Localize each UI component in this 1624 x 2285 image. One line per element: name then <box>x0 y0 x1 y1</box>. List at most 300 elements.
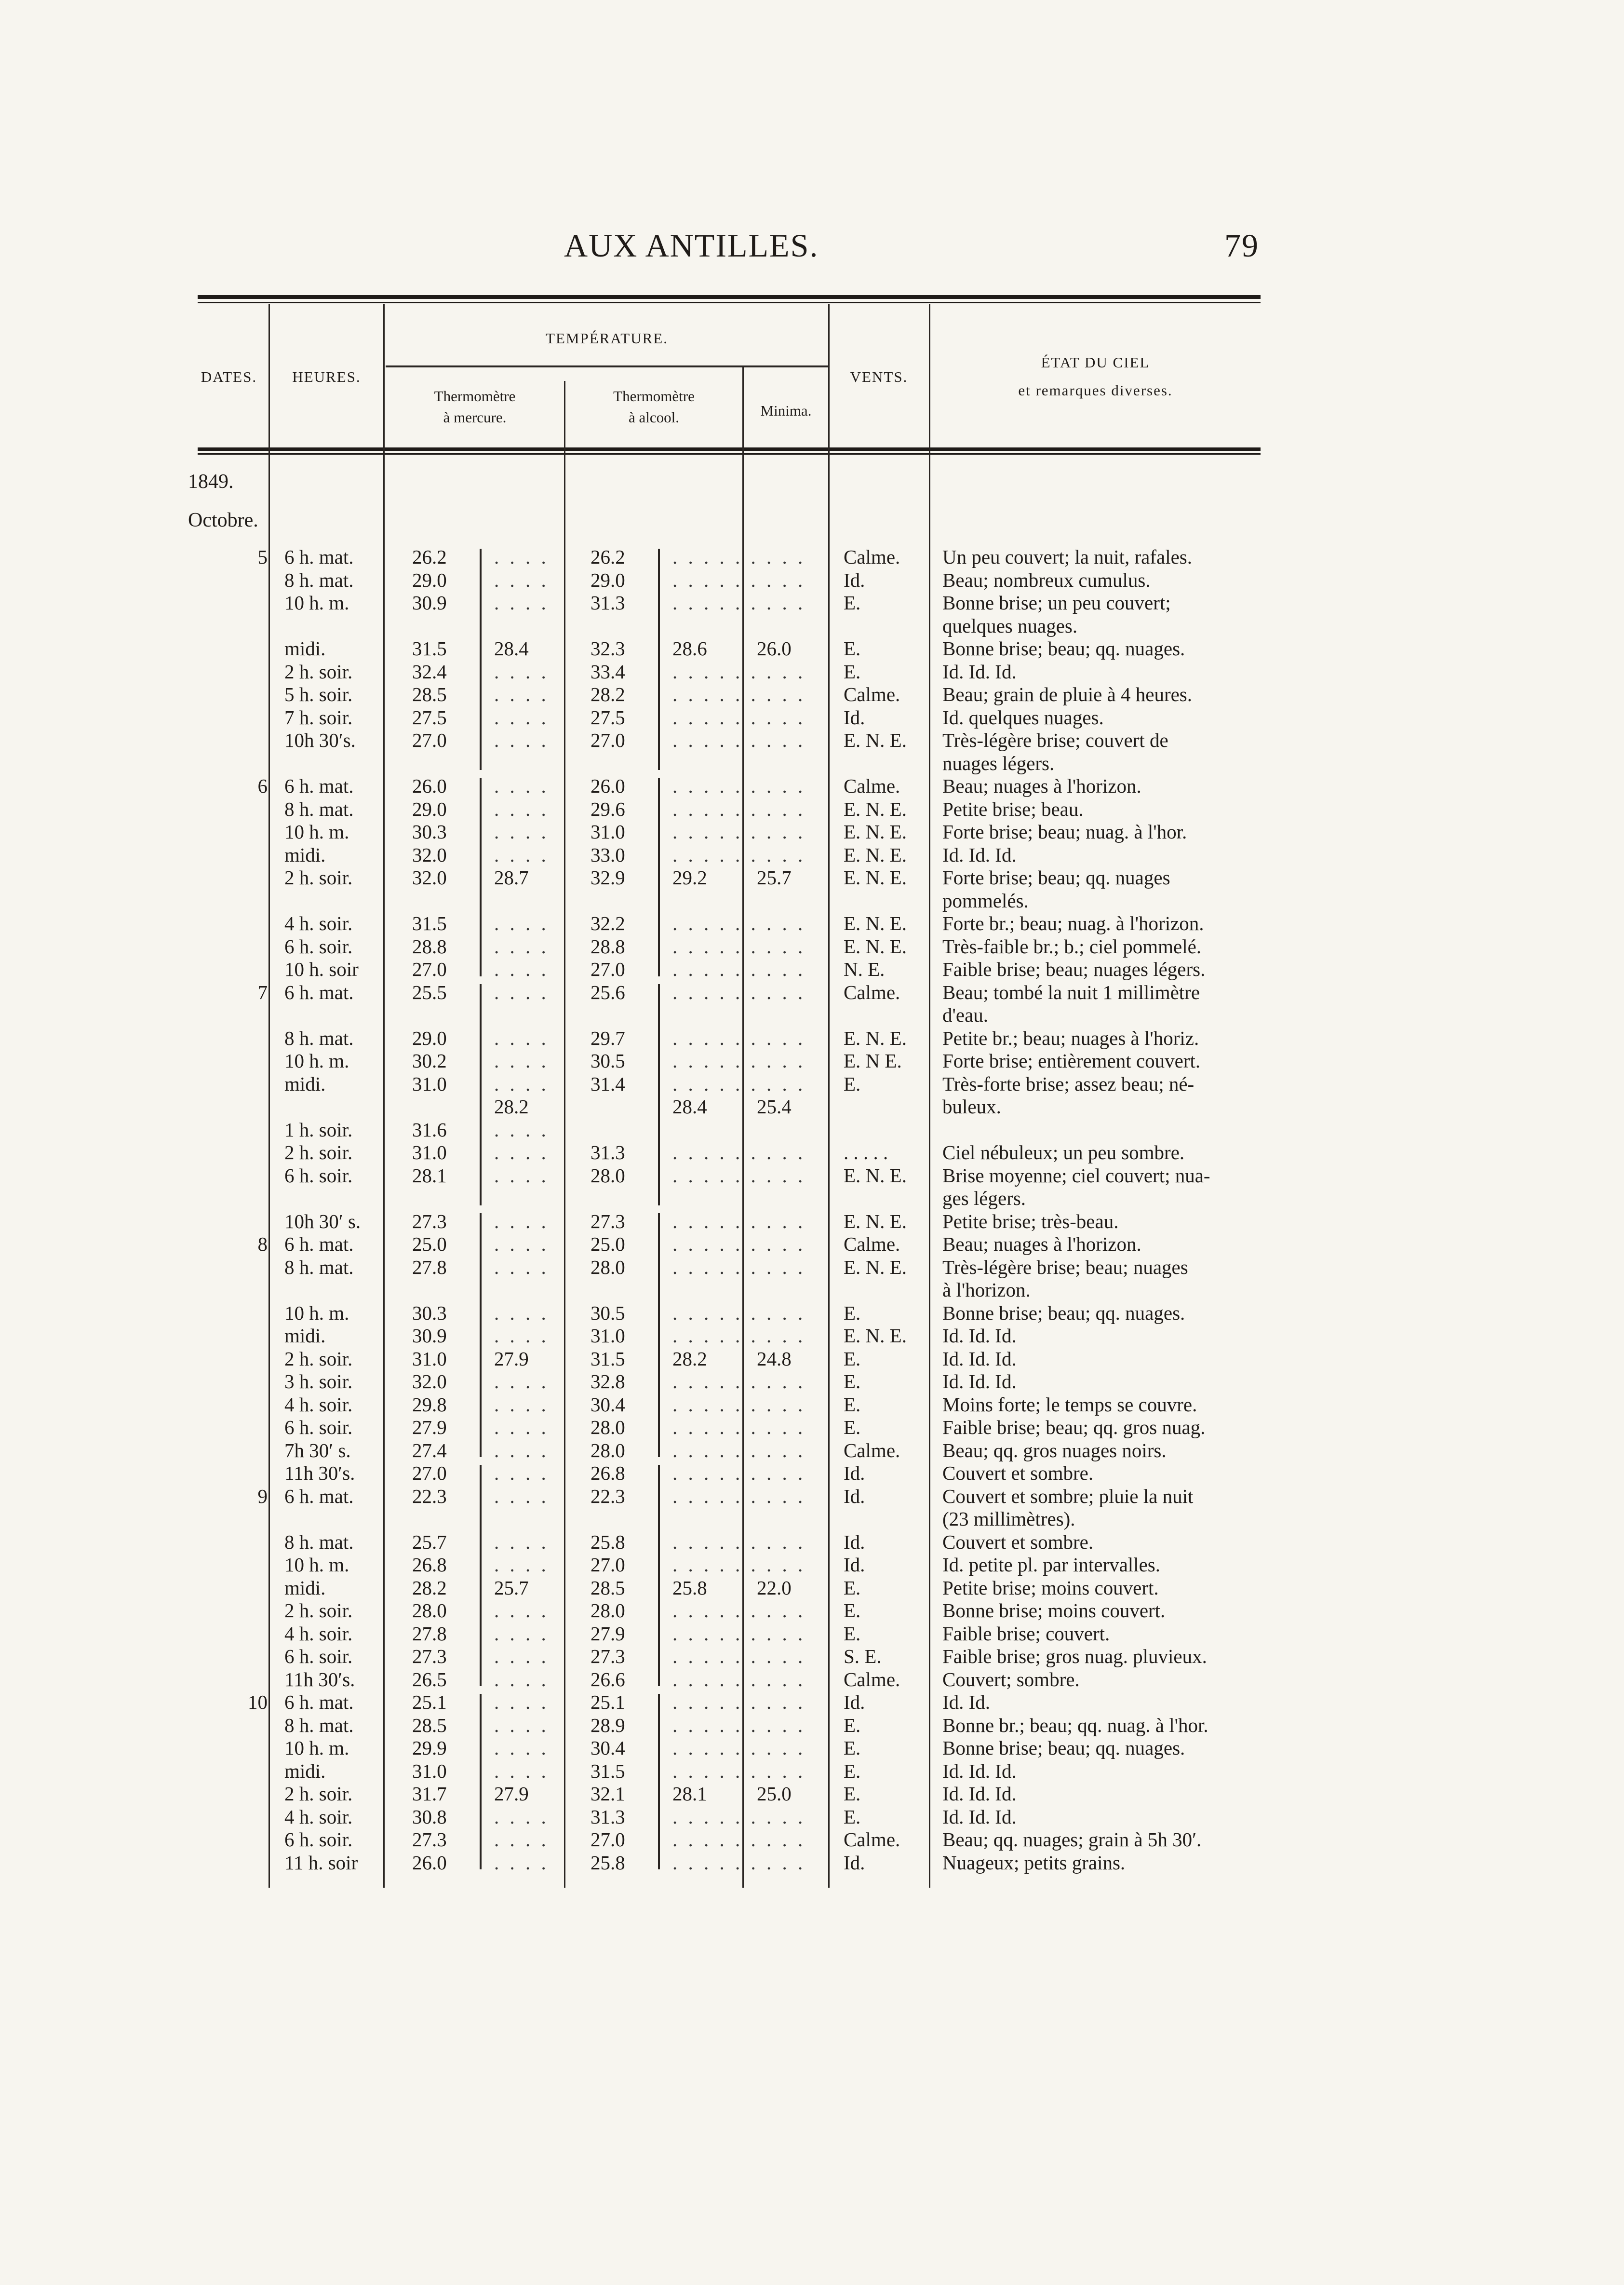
day-brace <box>480 1213 482 1458</box>
row-alcool: 31.3 <box>591 592 625 614</box>
row-alcool: 32.8 <box>591 1370 625 1393</box>
row-remark: Id. Id. Id. <box>942 660 1017 683</box>
row-mercure: 30.8 <box>412 1805 447 1828</box>
row-remark: Petite brise; très-beau. <box>942 1210 1119 1232</box>
row-mercure: 31.6 <box>412 1118 447 1141</box>
table-row <box>0 1827 1624 1852</box>
row-mercure: 25.7 <box>412 1530 447 1553</box>
row-mercure: 29.0 <box>412 568 447 591</box>
leader-dots: . . . . . . . . . <box>672 1759 806 1782</box>
row-mercure: 27.3 <box>412 1645 447 1667</box>
leader-dots: . . . . <box>494 1256 549 1278</box>
table-row <box>0 568 1624 592</box>
row-mercure: 32.4 <box>412 660 447 683</box>
row-heure: 11h 30′s. <box>284 1668 355 1690</box>
row-heure: midi. <box>284 843 326 866</box>
table-row <box>0 1553 1624 1577</box>
row-remark: Petite brise; beau. <box>942 798 1084 820</box>
day-brace <box>480 1465 482 1686</box>
row-vent: Calme. <box>844 981 900 1003</box>
row-heure: 7h 30′ s. <box>284 1439 351 1461</box>
row-vent: Calme. <box>844 683 900 705</box>
row-remark: d'eau. <box>942 1004 989 1026</box>
leader-dots: . . . . <box>494 1210 549 1232</box>
row-remark: Bonne brise; moins couvert. <box>942 1599 1166 1622</box>
row-alcool: 27.9 <box>591 1622 625 1645</box>
row-vent: Calme. <box>844 546 900 568</box>
row-heure: 3 h. soir. <box>284 1370 353 1393</box>
leader-dots: . . . . . . . . . <box>672 981 806 1003</box>
row-remark: Id. Id. Id. <box>942 1783 1017 1805</box>
row-heure: 6 h. soir. <box>284 935 353 958</box>
row-mercure: 31.5 <box>412 912 447 934</box>
row-date: 6 <box>257 775 268 797</box>
row-remark: Bonne brise; beau; qq. nuages. <box>942 637 1185 660</box>
row-vent: E. N. E. <box>844 798 907 820</box>
row-vent: Id. <box>844 1485 865 1507</box>
leader-dots: . . . . . . . . . <box>672 1828 806 1851</box>
table-row <box>0 1598 1624 1622</box>
row-remark: Bonne brise; beau; qq. nuages. <box>942 1301 1185 1324</box>
row-heure: 10h 30′s. <box>284 729 356 751</box>
row-remark: Ciel nébuleux; un peu sombre. <box>942 1141 1185 1163</box>
row-alcool: 27.3 <box>591 1645 625 1667</box>
row-heure: 2 h. soir. <box>284 660 353 683</box>
leader-dots: . . . . <box>494 546 549 568</box>
row-mercure: 27.4 <box>412 1439 447 1461</box>
leader-dots: . . . . . . . . . <box>672 843 806 866</box>
leader-dots: . . . . . . . . . <box>672 1416 806 1438</box>
leader-dots: . . . . <box>494 1164 549 1187</box>
leader-dots: . . . . <box>494 843 549 866</box>
row-mercure: 27.9 <box>412 1416 447 1438</box>
row-mercure: 32.0 <box>412 843 447 866</box>
header-thermo-alcool <box>565 386 742 428</box>
row-alcool: 27.0 <box>591 729 625 751</box>
row-alcool: 28.9 <box>591 1714 625 1736</box>
row-heure: 7 h. soir. <box>284 706 353 729</box>
row-vent: E. N. E. <box>844 729 907 751</box>
leader-dots: . . . . . . . . . <box>672 1645 806 1667</box>
table-row <box>0 1644 1624 1668</box>
row-alcool: 26.0 <box>591 775 625 797</box>
row-alcool: 27.0 <box>591 1554 625 1576</box>
day-brace <box>658 1465 660 1686</box>
table-row <box>0 774 1624 798</box>
header-thermo-mercure-line2: à mercure. <box>443 409 507 426</box>
leader-dots: . . . . <box>494 935 549 958</box>
row-heure: midi. <box>284 637 326 660</box>
row-heure: 4 h. soir. <box>284 912 353 934</box>
row-remark: Beau; tombé la nuit 1 millimètre <box>942 981 1200 1003</box>
row-heure: 6 h. soir. <box>284 1645 353 1667</box>
leader-dots: . . . . <box>494 1439 549 1461</box>
row-heure: midi. <box>284 1072 326 1095</box>
leader-dots: . . . . <box>494 1759 549 1782</box>
leader-dots: . . . . <box>494 912 549 934</box>
row-alcool: 26.8 <box>591 1462 625 1484</box>
header-etat-ciel-line2: et remarques diverses. <box>1018 382 1173 399</box>
row-mercure: 27.8 <box>412 1256 447 1278</box>
table-row <box>0 636 1624 661</box>
table-row <box>0 1667 1624 1691</box>
header-thermo-mercure-line1: Thermomètre <box>434 388 516 405</box>
table-row <box>0 1438 1624 1462</box>
leader-dots: . . . . . . . . . <box>672 1325 806 1347</box>
row-vent: E. N. E. <box>844 821 907 843</box>
row-remark: buleux. <box>942 1095 1001 1118</box>
table-row <box>0 980 1624 1004</box>
day-brace <box>658 984 660 1205</box>
leader-dots: . . . . <box>494 1027 549 1049</box>
table-row <box>0 1278 1624 1302</box>
row-vent: E. <box>844 1622 861 1645</box>
row-minima: 24.8 <box>757 1347 792 1370</box>
row-date: 8 <box>257 1233 268 1255</box>
leader-dots: . . . . . . . . . <box>672 1210 806 1232</box>
page-number: 79 <box>1224 227 1259 264</box>
running-title: AUX ANTILLES. <box>564 227 819 264</box>
row-mercure: 29.9 <box>412 1737 447 1759</box>
leader-dots: . . . . . . . . . <box>672 1439 806 1461</box>
row-vent: Calme. <box>844 1668 900 1690</box>
row-alcool: 27.0 <box>591 1828 625 1851</box>
header-etat-ciel <box>930 352 1261 401</box>
leader-dots: . . . . . . . . . <box>672 1256 806 1278</box>
leader-dots: . . . . . . . . . <box>672 1462 806 1484</box>
row-vent: E. N. E. <box>844 1256 907 1278</box>
leader-dots: . . . . <box>494 660 549 683</box>
row-heure: 10 h. soir <box>284 958 359 980</box>
row-vent: E. N. E. <box>844 935 907 958</box>
row-vent: E. <box>844 1759 861 1782</box>
row-alcool: 31.4 <box>591 1072 625 1095</box>
day-brace <box>480 778 482 976</box>
row-heure: 6 h. mat. <box>284 546 354 568</box>
row-mercure-mean: 27.9 <box>494 1347 529 1370</box>
row-vent: E. <box>844 637 861 660</box>
header-etat-ciel-line1: ÉTAT DU CIEL <box>1041 354 1150 371</box>
row-mercure: 25.0 <box>412 1233 447 1255</box>
leader-dots: . . . . . . . . . <box>672 935 806 958</box>
day-brace <box>480 984 482 1205</box>
row-remark: Id. Id. Id. <box>942 1370 1017 1393</box>
leader-dots: . . . . . . . . . <box>672 729 806 751</box>
row-remark: Très-forte brise; assez beau; né- <box>942 1072 1195 1095</box>
row-mercure: 28.0 <box>412 1599 447 1622</box>
table-row <box>0 614 1624 638</box>
row-heure: 2 h. soir. <box>284 1599 353 1622</box>
row-alcool: 30.4 <box>591 1393 625 1416</box>
day-brace <box>658 778 660 976</box>
row-mercure: 28.5 <box>412 683 447 705</box>
leader-dots: . . . . <box>494 706 549 729</box>
row-mercure-mean: 28.7 <box>494 866 529 889</box>
leader-dots: . . . . <box>494 1050 549 1072</box>
leader-dots: . . . . . . . . . <box>672 821 806 843</box>
leader-dots: . . . . <box>494 683 549 705</box>
row-mercure: 30.9 <box>412 1325 447 1347</box>
leader-dots: . . . . . . . . . <box>672 1805 806 1828</box>
header-temperature: TEMPÉRATURE. <box>546 330 668 347</box>
row-heure: 8 h. mat. <box>284 1027 354 1049</box>
row-vent: Calme. <box>844 775 900 797</box>
row-mercure: 26.5 <box>412 1668 447 1690</box>
row-mercure: 27.0 <box>412 958 447 980</box>
header-thermo-alcool-line1: Thermomètre <box>613 388 695 405</box>
row-mercure: 27.3 <box>412 1828 447 1851</box>
row-vent: E. <box>844 1714 861 1736</box>
row-remark: Un peu couvert; la nuit, rafales. <box>942 546 1193 568</box>
table-row <box>0 1461 1624 1485</box>
row-mercure: 31.0 <box>412 1141 447 1163</box>
row-mercure: 29.8 <box>412 1393 447 1416</box>
row-date: 9 <box>257 1485 268 1507</box>
row-heure: midi. <box>284 1325 326 1347</box>
row-alcool: 28.0 <box>591 1599 625 1622</box>
row-alcool: 29.0 <box>591 568 625 591</box>
leader-dots: . . . . . . . . . <box>672 775 806 797</box>
table-row <box>0 1851 1624 1875</box>
row-heure: 1 h. soir. <box>284 1118 353 1141</box>
row-heure: 11 h. soir <box>284 1851 358 1874</box>
row-mercure: 30.3 <box>412 1301 447 1324</box>
row-alcool: 30.4 <box>591 1737 625 1759</box>
leader-dots: . . . . . . . . . <box>672 568 806 591</box>
table-row <box>0 1507 1624 1531</box>
row-heure: 6 h. mat. <box>284 1485 354 1507</box>
row-alcool-mean: 28.2 <box>672 1347 707 1370</box>
row-heure: 6 h. soir. <box>284 1164 353 1187</box>
leader-dots: . . . . . . . . . <box>672 1737 806 1759</box>
row-alcool-mean: 28.1 <box>672 1783 707 1805</box>
row-remark: Beau; grain de pluie à 4 heures. <box>942 683 1193 705</box>
table-row <box>0 1622 1624 1646</box>
row-alcool: 26.6 <box>591 1668 625 1690</box>
row-vent: E. N. E. <box>844 843 907 866</box>
row-alcool-mean: 29.2 <box>672 866 707 889</box>
row-remark: à l'horizon. <box>942 1279 1031 1301</box>
row-heure: 6 h. mat. <box>284 981 354 1003</box>
row-remark: Faible brise; beau; nuages légers. <box>942 958 1206 980</box>
row-heure: 11h 30′s. <box>284 1462 355 1484</box>
leader-dots: . . . . <box>494 775 549 797</box>
row-mercure: 22.3 <box>412 1485 447 1507</box>
header-vents: VENTS. <box>850 368 908 385</box>
row-vent: E. <box>844 1347 861 1370</box>
row-remark: nuages légers. <box>942 752 1055 774</box>
table-row <box>0 1324 1624 1348</box>
table-row <box>0 751 1624 775</box>
row-heure: 6 h. soir. <box>284 1828 353 1851</box>
header-rule-thick <box>198 447 1261 451</box>
leader-dots: . . . . <box>494 1393 549 1416</box>
leader-dots: . . . . <box>494 798 549 820</box>
row-vent: Id. <box>844 1462 865 1484</box>
leader-dots: . . . . . . . . . <box>672 1691 806 1713</box>
row-vent: E. N. E. <box>844 1210 907 1232</box>
row-alcool: 30.5 <box>591 1301 625 1324</box>
top-rule-thin <box>198 302 1261 303</box>
row-heure: 10 h. m. <box>284 1554 349 1576</box>
table-row <box>0 1805 1624 1829</box>
top-rule-thick <box>198 295 1261 299</box>
running-head <box>0 227 1624 280</box>
row-vent: E. <box>844 1370 861 1393</box>
row-alcool: 29.6 <box>591 798 625 820</box>
row-alcool: 32.9 <box>591 866 625 889</box>
day-brace <box>480 549 482 770</box>
row-remark: Beau; nuages à l'horizon. <box>942 775 1141 797</box>
table-row <box>0 843 1624 867</box>
row-mercure: 27.5 <box>412 706 447 729</box>
day-brace <box>658 549 660 770</box>
row-remark: Id. Id. Id. <box>942 1805 1017 1828</box>
leader-dots: . . . . <box>494 1714 549 1736</box>
table-row <box>0 1118 1624 1142</box>
row-alcool: 28.0 <box>591 1416 625 1438</box>
row-heure: 8 h. mat. <box>284 568 354 591</box>
year-label: 1849. <box>188 471 234 493</box>
row-alcool: 31.0 <box>591 821 625 843</box>
row-heure: 10 h. m. <box>284 592 349 614</box>
row-alcool: 25.8 <box>591 1851 625 1874</box>
row-heure: 8 h. mat. <box>284 798 354 820</box>
header-thermo-alcool-line2: à alcool. <box>628 409 679 426</box>
row-alcool-mean: 28.6 <box>672 637 707 660</box>
row-heure: 6 h. soir. <box>284 1416 353 1438</box>
row-mercure: 26.0 <box>412 1851 447 1874</box>
leader-dots: . . . . <box>494 1645 549 1667</box>
leader-dots: . . . . <box>494 821 549 843</box>
leader-dots: . . . . <box>494 1233 549 1255</box>
row-heure: 10 h. m. <box>284 1301 349 1324</box>
month-label: Octobre. <box>188 509 258 531</box>
leader-dots: . . . . <box>494 1301 549 1324</box>
row-alcool: 31.3 <box>591 1805 625 1828</box>
leader-dots: . . . . <box>494 1851 549 1874</box>
row-vent: E. <box>844 1805 861 1828</box>
leader-dots: . . . . <box>494 592 549 614</box>
table-row <box>0 682 1624 706</box>
leader-dots: . . . . <box>494 1554 549 1576</box>
table-row <box>0 820 1624 844</box>
row-heure: 8 h. mat. <box>284 1530 354 1553</box>
leader-dots: . . . . <box>494 1072 549 1095</box>
leader-dots: . . . . <box>494 1141 549 1163</box>
leader-dots: . . . . <box>494 1416 549 1438</box>
leader-dots: . . . . . . . . . <box>672 1851 806 1874</box>
row-vent: E. <box>844 1599 861 1622</box>
row-alcool: 25.1 <box>591 1691 625 1713</box>
leader-dots: . . . . . . . . . <box>672 1599 806 1622</box>
leader-dots: . . . . . . . . . <box>672 958 806 980</box>
row-mercure-mean: 25.7 <box>494 1576 529 1599</box>
leader-dots: . . . . <box>494 1668 549 1690</box>
row-mercure: 28.1 <box>412 1164 447 1187</box>
table-row <box>0 591 1624 615</box>
row-remark: Forte br.; beau; nuag. à l'horizon. <box>942 912 1204 934</box>
row-alcool: 32.2 <box>591 912 625 934</box>
table-row <box>0 1072 1624 1096</box>
table-row <box>0 1576 1624 1600</box>
table-row <box>0 1140 1624 1164</box>
row-mercure: 26.0 <box>412 775 447 797</box>
row-remark: Id. Id. Id. <box>942 843 1017 866</box>
table-row <box>0 1530 1624 1554</box>
row-mercure: 29.0 <box>412 798 447 820</box>
leader-dots: . . . . . . . . . <box>672 1072 806 1095</box>
row-vent: E. <box>844 1576 861 1599</box>
row-vent: E. <box>844 1737 861 1759</box>
row-mercure: 25.1 <box>412 1691 447 1713</box>
row-mercure: 29.0 <box>412 1027 447 1049</box>
table-row <box>0 1163 1624 1188</box>
temperature-brace <box>386 365 828 367</box>
row-vent: S. E. <box>844 1645 882 1667</box>
row-heure: 4 h. soir. <box>284 1805 353 1828</box>
row-remark: Id. Id. <box>942 1691 991 1713</box>
leader-dots: . . . . <box>494 1370 549 1393</box>
row-mercure: 30.3 <box>412 821 447 843</box>
row-alcool: 29.7 <box>591 1027 625 1049</box>
leader-dots: . . . . . . . . . <box>672 1141 806 1163</box>
leader-dots: . . . . . . . . . <box>672 1164 806 1187</box>
header-dates: DATES. <box>201 368 257 385</box>
row-alcool: 22.3 <box>591 1485 625 1507</box>
row-remark: Id. petite pl. par intervalles. <box>942 1554 1160 1576</box>
leader-dots: . . . . . . . . . <box>672 660 806 683</box>
row-remark: Faible brise; beau; qq. gros nuag. <box>942 1416 1206 1438</box>
row-vent: E. <box>844 592 861 614</box>
table-row <box>0 865 1624 890</box>
table-row <box>0 1690 1624 1714</box>
row-remark: Très-faible br.; b.; ciel pommelé. <box>942 935 1202 958</box>
leader-dots: . . . . <box>494 958 549 980</box>
row-remark: pommelés. <box>942 889 1029 912</box>
row-vent: . . . . . <box>844 1141 888 1163</box>
row-mercure: 27.8 <box>412 1622 447 1645</box>
row-alcool: 32.1 <box>591 1783 625 1805</box>
row-remark: Brise moyenne; ciel couvert; nua- <box>942 1164 1210 1187</box>
table-row <box>0 1347 1624 1371</box>
row-mercure: 31.0 <box>412 1347 447 1370</box>
row-mercure-mean: 28.2 <box>494 1095 529 1118</box>
leader-dots: . . . . . . . . . <box>672 912 806 934</box>
table-row <box>0 1484 1624 1508</box>
row-vent: E. N. E. <box>844 912 907 934</box>
row-vent: E. N. E. <box>844 1027 907 1049</box>
row-heure: 2 h. soir. <box>284 1347 353 1370</box>
row-mercure: 27.0 <box>412 1462 447 1484</box>
row-remark: ges légers. <box>942 1187 1026 1209</box>
row-heure: 6 h. mat. <box>284 1233 354 1255</box>
table-row <box>0 660 1624 684</box>
row-mercure: 26.2 <box>412 546 447 568</box>
leader-dots: . . . . . . . . . <box>672 1622 806 1645</box>
row-vent: Id. <box>844 568 865 591</box>
row-minima: 22.0 <box>757 1576 792 1599</box>
day-brace <box>658 1694 660 1869</box>
leader-dots: . . . . . . . . . <box>672 546 806 568</box>
row-vent: E. N. E. <box>844 1325 907 1347</box>
row-remark: Petite br.; beau; nuages à l'horiz. <box>942 1027 1199 1049</box>
row-alcool: 31.3 <box>591 1141 625 1163</box>
day-brace <box>480 1694 482 1869</box>
leader-dots: . . . . . . . . . <box>672 1233 806 1255</box>
row-alcool: 28.0 <box>591 1439 625 1461</box>
row-heure: 5 h. soir. <box>284 683 353 705</box>
